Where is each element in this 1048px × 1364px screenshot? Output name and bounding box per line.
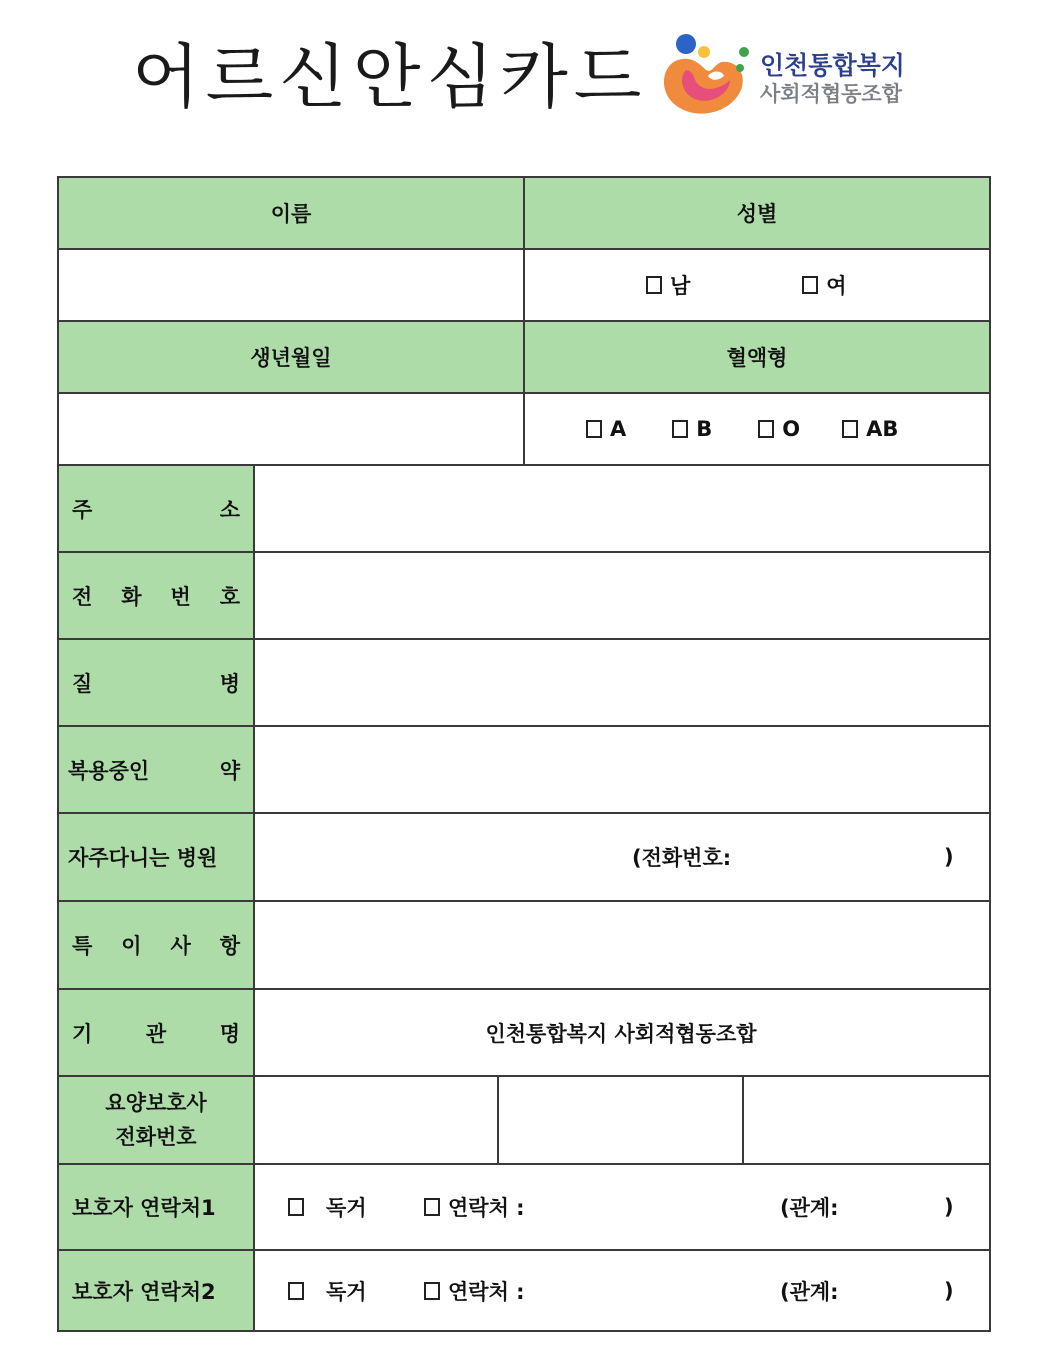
address-label: 주 소: [58, 465, 254, 552]
table-hline: [57, 725, 991, 727]
notes-field[interactable]: [254, 901, 988, 989]
table-vline: [742, 1076, 744, 1164]
guardian2-alone-option[interactable]: 독거: [288, 1276, 367, 1306]
gender-male-option[interactable]: 남: [646, 270, 690, 300]
guardian2-relation-close: ): [944, 1279, 954, 1303]
checkbox-icon[interactable]: [424, 1282, 440, 1300]
org-name-line1: 인천통합복지: [760, 51, 905, 80]
hospital-label: 자주다니는 병원: [58, 813, 254, 901]
table-vline: [497, 1076, 499, 1164]
table-vline: [989, 176, 991, 1332]
blood-o-option[interactable]: O: [758, 417, 800, 441]
gender-header: 성별: [524, 177, 990, 249]
gender-options: [524, 249, 990, 321]
guardian1-relation-label: (관계:: [780, 1196, 839, 1220]
medication-field[interactable]: [254, 726, 990, 813]
phone-label: 전 화 번 호: [58, 552, 254, 639]
table-hline: [57, 638, 991, 640]
page-title: 어르신안심카드: [132, 36, 648, 118]
caregiver-phone-1[interactable]: [254, 1076, 498, 1164]
blood-header: 혈액형: [524, 321, 990, 393]
checkbox-icon[interactable]: [424, 1198, 440, 1216]
table-hline: [57, 1249, 991, 1251]
table-hline: [57, 812, 991, 814]
birth-field[interactable]: [58, 393, 524, 465]
blood-a-option[interactable]: A: [586, 417, 626, 441]
table-vline: [523, 176, 525, 466]
name-field[interactable]: [58, 249, 524, 321]
birth-header: 생년월일: [58, 321, 524, 393]
notes-label: 특 이 사 항: [58, 901, 254, 989]
checkbox-icon[interactable]: [758, 420, 774, 438]
table-hline: [57, 1163, 991, 1165]
checkbox-icon[interactable]: [842, 420, 858, 438]
agency-field: [254, 989, 988, 1076]
guardian2-label: 보호자 연락처2: [58, 1250, 254, 1332]
guardian1-relation-close: ): [944, 1195, 954, 1219]
table-hline: [57, 551, 991, 553]
caregiver-phone-3[interactable]: [743, 1076, 988, 1164]
table-vline: [253, 465, 255, 1332]
guardian1-label: 보호자 연락처1: [58, 1164, 254, 1250]
caregiver-label: 요양보호사 전화번호: [58, 1076, 254, 1164]
guardian2-contact-option[interactable]: 연락처 :: [424, 1276, 525, 1306]
caregiver-phone-2[interactable]: [498, 1076, 743, 1164]
guardian1-contact-option[interactable]: 연락처 :: [424, 1192, 525, 1222]
disease-label: 질 병: [58, 639, 254, 726]
checkbox-icon[interactable]: [802, 276, 818, 294]
hospital-phone-close: ): [944, 845, 954, 869]
gender-female-option[interactable]: 여: [802, 270, 846, 300]
blood-ab-option[interactable]: AB: [842, 417, 898, 441]
disease-field[interactable]: [254, 639, 990, 726]
table-hline: [57, 1330, 991, 1332]
checkbox-icon[interactable]: [586, 420, 602, 438]
blood-options: [524, 393, 990, 465]
table-hline: [57, 1075, 991, 1077]
checkbox-icon[interactable]: [288, 1282, 304, 1300]
blood-b-option[interactable]: B: [672, 417, 712, 441]
guardian2-relation-label: (관계:: [780, 1280, 839, 1304]
address-field[interactable]: [254, 465, 990, 552]
guardian2-row: [254, 1250, 988, 1332]
agency-value: 인천통합복지 사회적협동조합: [485, 1021, 757, 1046]
name-header: 이름: [58, 177, 524, 249]
hospital-field[interactable]: [254, 813, 990, 901]
guardian1-alone-option[interactable]: 독거: [288, 1192, 367, 1222]
agency-label: 기 관 명: [58, 989, 254, 1076]
checkbox-icon[interactable]: [288, 1198, 304, 1216]
checkbox-icon[interactable]: [672, 420, 688, 438]
guardian1-row: [254, 1164, 988, 1250]
hospital-phone-label: (전화번호:: [632, 846, 732, 870]
medication-label: 복용중인 약: [58, 726, 254, 813]
org-name-line2: 사회적협동조합: [760, 82, 903, 106]
phone-field[interactable]: [254, 552, 990, 639]
checkbox-icon[interactable]: [646, 276, 662, 294]
table-hline: [57, 900, 991, 902]
logo-mark-icon: [656, 30, 756, 120]
table-vline: [57, 176, 59, 1332]
org-logo: [656, 30, 926, 120]
table-hline: [57, 988, 991, 990]
